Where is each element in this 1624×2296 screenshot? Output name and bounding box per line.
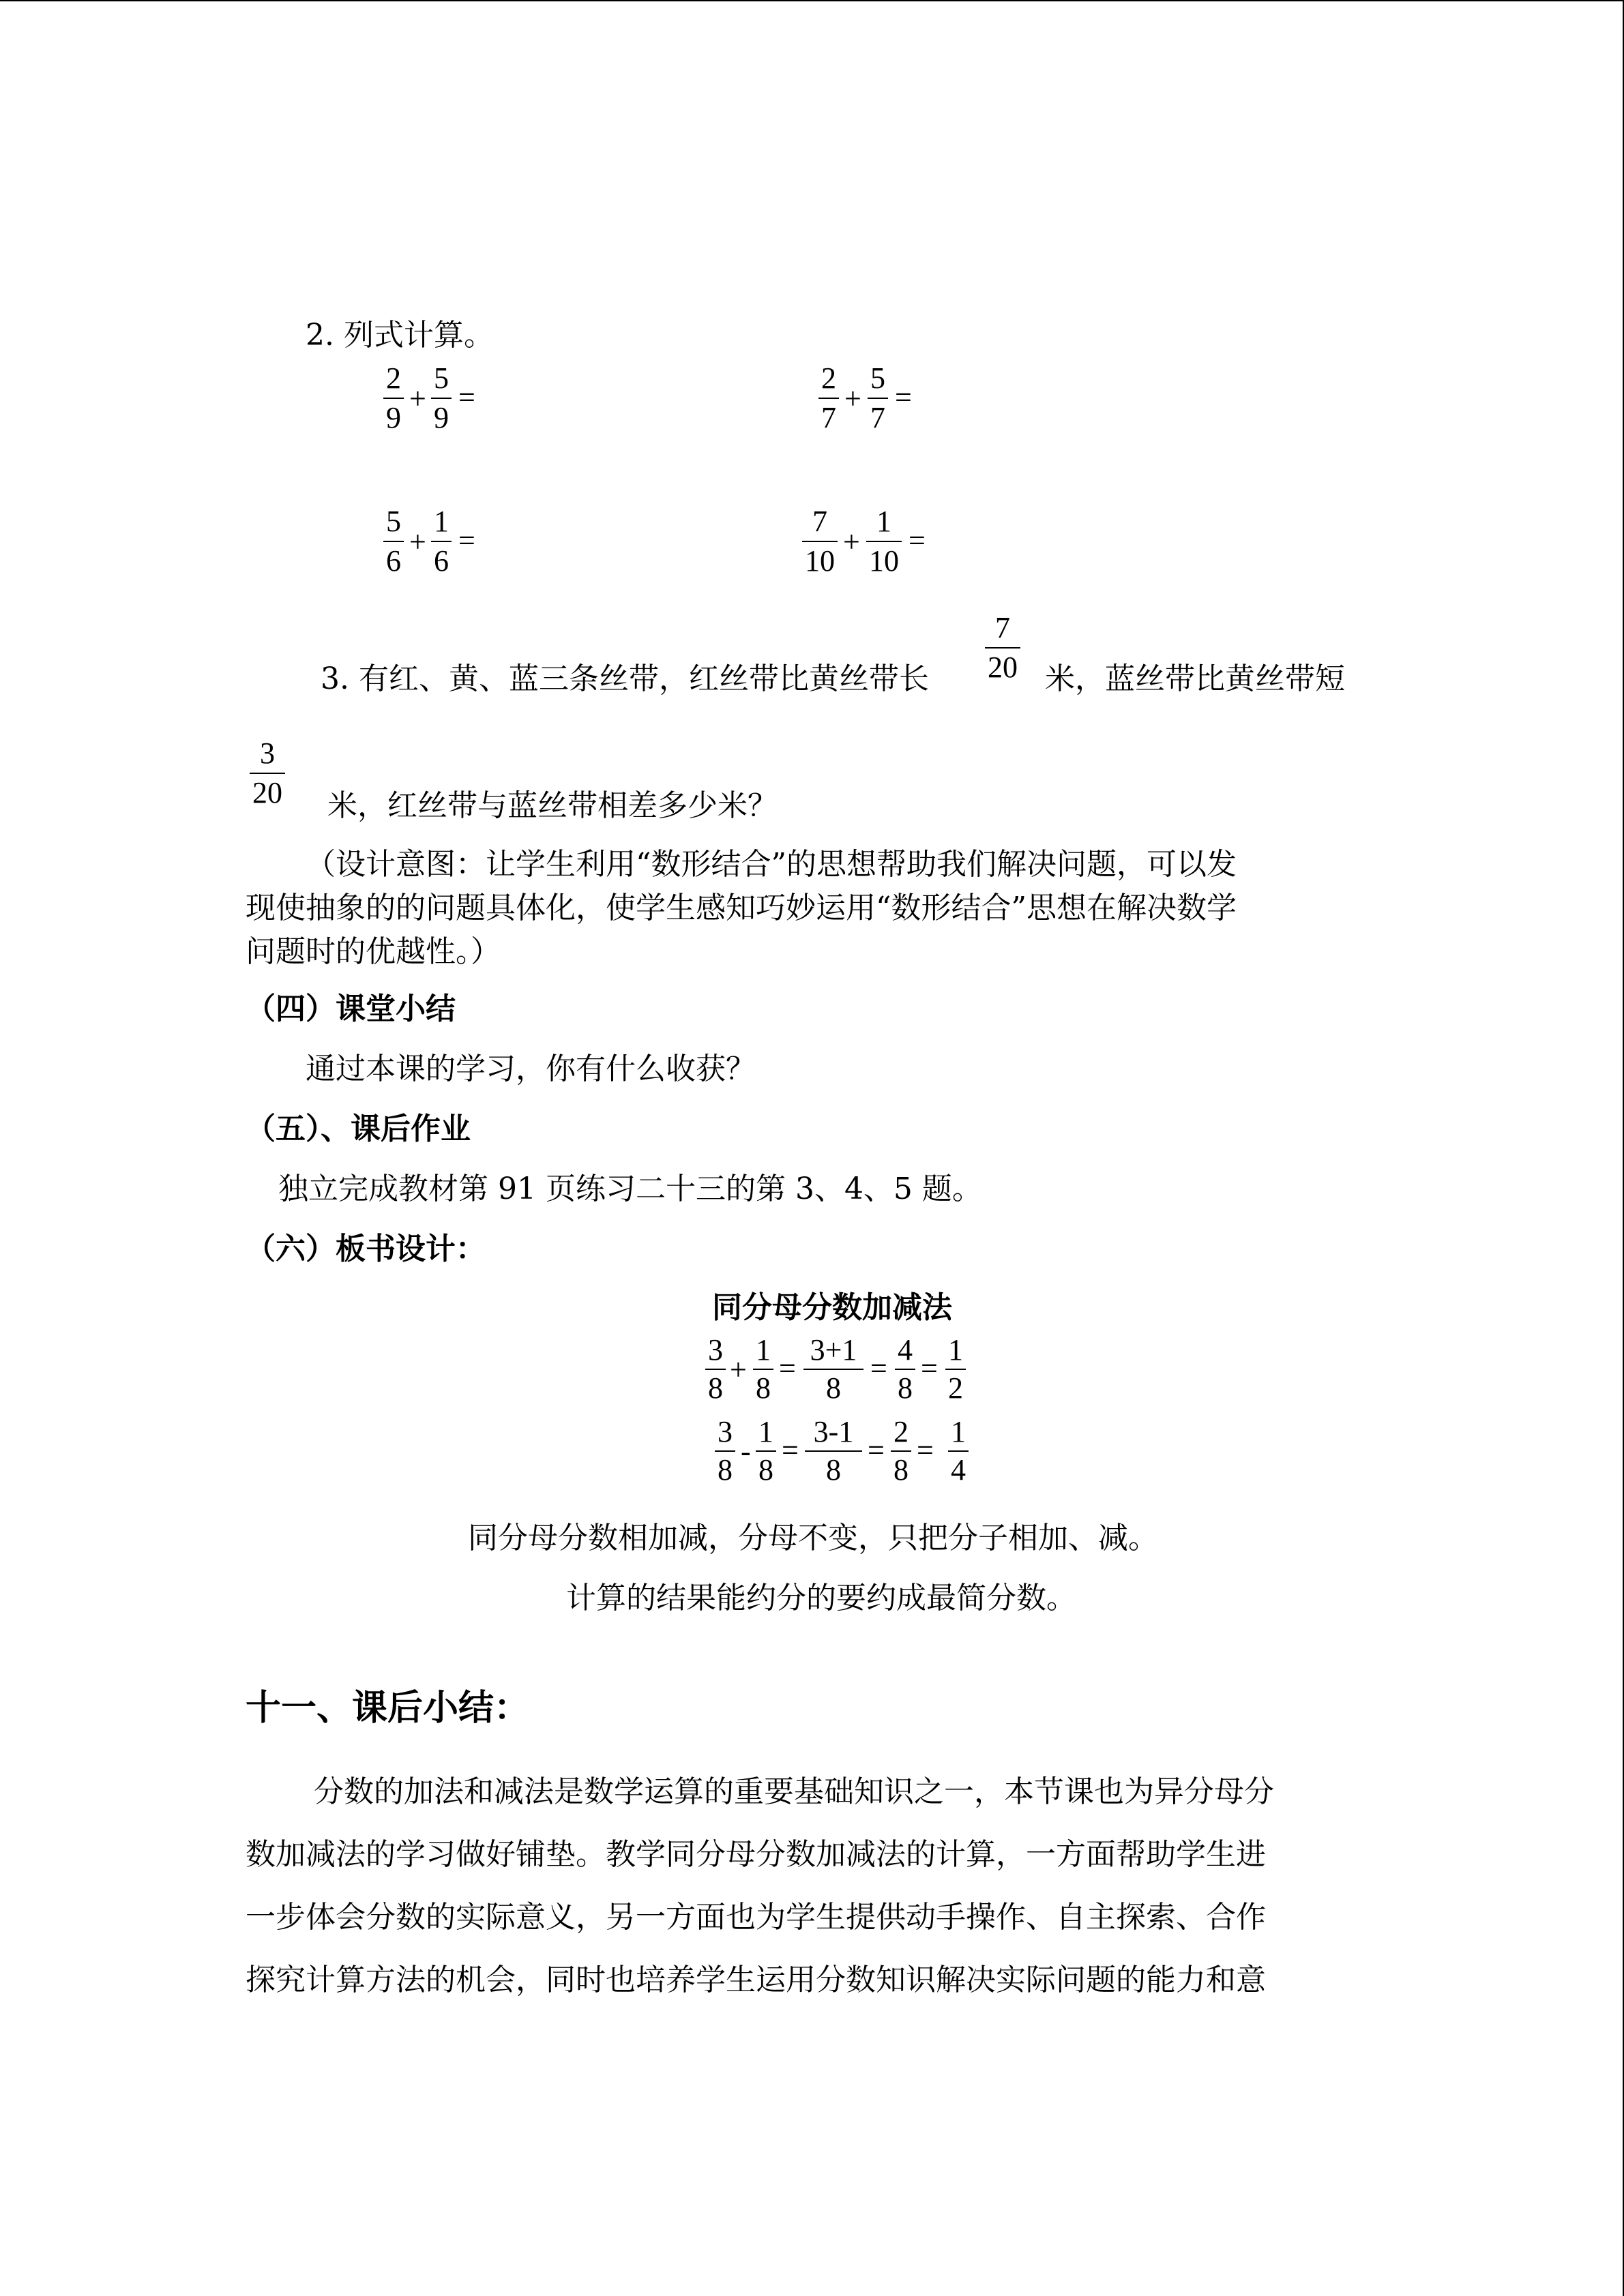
fraction: 1 8 [756, 1416, 776, 1487]
equals-sign: = [895, 381, 912, 414]
equals-sign: = [458, 524, 475, 557]
fraction: 1 10 [866, 505, 902, 578]
section-heading: （六）板书设计： [246, 1232, 486, 1266]
summary-text: 通过本课的学习，你有什么收获？ [306, 1052, 756, 1086]
fraction: 1 8 [753, 1334, 773, 1405]
equals-sign: = [779, 1352, 796, 1385]
paragraph-line: 一步体会分数的实际意义，另一方面也为学生提供动手操作、自主探索、合作 [246, 1900, 1266, 1935]
board-title: 同分母分数加减法 [712, 1290, 952, 1325]
plus-sign: + [730, 1353, 747, 1386]
homework-text: 独立完成教材第 91 页练习二十三的第 3、4、5 题。 [278, 1172, 982, 1206]
q2-title: 2. 列式计算。 [306, 318, 494, 353]
equals-sign: = [868, 1433, 885, 1467]
q3-text-part1: 3. 有红、黄、蓝三条丝带，红丝带比黄丝带长 [321, 661, 929, 696]
plus-sign: + [843, 525, 860, 558]
plus-sign: + [844, 382, 861, 415]
equals-sign: = [458, 381, 475, 414]
fraction: 2 8 [891, 1416, 911, 1487]
plus-sign: + [409, 525, 426, 558]
intent-line: 问题时的优越性。） [246, 934, 501, 969]
fraction: 3 8 [715, 1416, 735, 1487]
paragraph-line: 数加减法的学习做好铺垫。教学同分母分数加减法的计算，一方面帮助学生进 [246, 1837, 1266, 1872]
fraction: 4 8 [895, 1334, 915, 1405]
section-11-heading: 十一、课后小结： [246, 1687, 530, 1729]
paragraph-line: 分数的加法和减法是数学运算的重要基础知识之一，本节课也为异分母分 [314, 1774, 1274, 1809]
q3-text-part2: 米，蓝丝带比黄丝带短 [1045, 661, 1345, 696]
equals-sign: = [921, 1352, 938, 1385]
fraction: 3-1 8 [805, 1416, 862, 1487]
fraction-7-20: 7 20 [985, 611, 1020, 685]
fraction: 2 9 [383, 361, 404, 435]
paragraph-line: 探究计算方法的机会，同时也培养学生运用分数知识解决实际问题的能力和意 [246, 1963, 1266, 1997]
board-rule: 同分母分数相加减，分母不变，只把分子相加、减。 [468, 1521, 1158, 1555]
fraction: 2 7 [818, 361, 839, 435]
equals-sign: = [917, 1433, 934, 1467]
fraction: 1 6 [431, 505, 452, 578]
intent-line: （设计意图：让学生利用“数形结合”的思想帮助我们解决问题，可以发 [306, 847, 1237, 882]
fraction: 1 4 [948, 1416, 969, 1487]
minus-sign: - [741, 1435, 751, 1468]
intent-line: 现使抽象的的问题具体化，使学生感知巧妙运用“数形结合”思想在解决数学 [246, 891, 1237, 925]
fraction: 5 9 [431, 361, 452, 435]
section-heading: （四）课堂小结 [246, 992, 456, 1026]
equals-sign: = [909, 524, 926, 557]
fraction: 3 8 [705, 1334, 726, 1405]
equals-sign: = [870, 1352, 887, 1385]
fraction: 1 2 [945, 1334, 966, 1405]
q3-text-part3: 米，红丝带与蓝丝带相差多少米？ [327, 788, 778, 823]
fraction: 3+1 8 [803, 1334, 863, 1405]
equals-sign: = [782, 1433, 799, 1467]
fraction: 5 7 [868, 361, 888, 435]
fraction-3-20: 3 20 [250, 736, 285, 810]
fraction: 7 10 [802, 505, 838, 578]
section-heading: （五）、课后作业 [246, 1112, 471, 1146]
plus-sign: + [409, 382, 426, 415]
board-rule: 计算的结果能约分的要约成最简分数。 [566, 1581, 1076, 1615]
fraction: 5 6 [383, 505, 404, 578]
